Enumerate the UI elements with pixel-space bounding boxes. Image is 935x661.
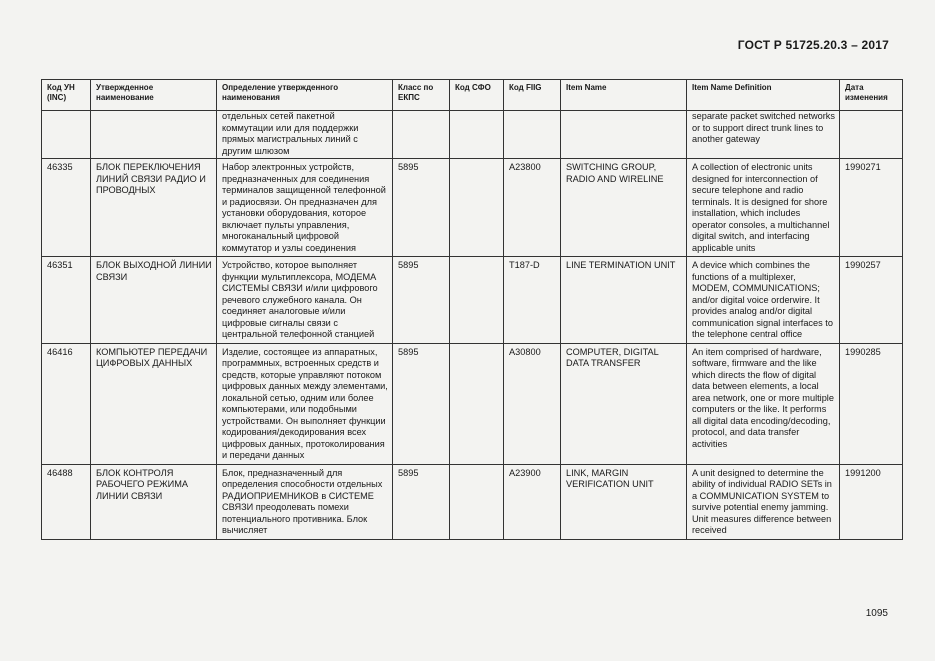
cell-fiig: T187-D <box>504 257 561 344</box>
cell-approved-name: КОМПЬЮТЕР ПЕРЕДАЧИ ЦИФРОВЫХ ДАННЫХ <box>91 343 217 464</box>
cell-item-definition: A unit designed to determine the ability of individual RADIO SETs in a COMMUNICATION SYSTEM to survive potential enemy jamming. Unit measures difference between received <box>687 464 840 539</box>
cell-fiig <box>504 111 561 159</box>
column-header-sfo: Код СФО <box>450 80 504 111</box>
column-header-fiig: Код FIIG <box>504 80 561 111</box>
cell-approved-name: БЛОК ПЕРЕКЛЮЧЕНИЯ ЛИНИЙ СВЯЗИ РАДИО И ПРОВОДНЫХ <box>91 159 217 257</box>
cell-sfo <box>450 159 504 257</box>
cell-ekps: 5895 <box>393 343 450 464</box>
cell-definition: отдельных сетей пакетной коммутации или для поддержки прямых магистральных линий с другим шлюзом <box>217 111 393 159</box>
cell-item-name: SWITCHING GROUP, RADIO AND WIRELINE <box>561 159 687 257</box>
cell-date: 1990285 <box>840 343 903 464</box>
column-header-definition: Определение утвержденного наименования <box>217 80 393 111</box>
cell-item-name: LINK, MARGIN VERIFICATION UNIT <box>561 464 687 539</box>
column-header-date: Дата изменения <box>840 80 903 111</box>
cell-sfo <box>450 343 504 464</box>
cell-item-definition: A device which combines the functions of a multiplexer, MODEM, COMMUNICATIONS; and/or digital voice orderwire. It provides analog and/or digital communication signal interfaces to the telephone central office <box>687 257 840 344</box>
cell-date: 1990271 <box>840 159 903 257</box>
cell-fiig: A30800 <box>504 343 561 464</box>
cell-inc: 46335 <box>42 159 91 257</box>
table-row <box>42 111 903 159</box>
gost-items-table <box>41 79 903 540</box>
page-number: 1095 <box>865 608 888 619</box>
cell-sfo <box>450 111 504 159</box>
cell-sfo <box>450 257 504 344</box>
cell-definition: Набор электронных устройств, предназначенных для соединения терминалов защищенной телефонной и радиосвязи. Он предназначен для установки оборудования, которое включает пульты управления, многоканальный цифровой коммутатор и узлы соединения <box>217 159 393 257</box>
cell-item-definition: separate packet switched networks or to support direct trunk lines to another gateway <box>687 111 840 159</box>
table-row <box>42 464 903 539</box>
cell-ekps <box>393 111 450 159</box>
cell-approved-name: БЛОК КОНТРОЛЯ РАБОЧЕГО РЕЖИМА ЛИНИИ СВЯЗИ <box>91 464 217 539</box>
document-code: ГОСТ Р 51725.20.3 – 2017 <box>737 38 889 52</box>
column-header-inc: Код УН (INC) <box>42 80 91 111</box>
cell-ekps: 5895 <box>393 159 450 257</box>
cell-item-name <box>561 111 687 159</box>
cell-inc: 46351 <box>42 257 91 344</box>
column-header-item-definition: Item Name Definition <box>687 80 840 111</box>
table-row <box>42 343 903 464</box>
cell-definition: Изделие, состоящее из аппаратных, программных, встроенных средств и средств, которые управляют потоком цифровых данных между элементами, локальной сетью, одним или более компьютерами, или подобными устройствами. Он выполняет функции кодирования/декодирования всех цифровых данных, протоколирования и передачи данных <box>217 343 393 464</box>
cell-approved-name: БЛОК ВЫХОДНОЙ ЛИНИИ СВЯЗИ <box>91 257 217 344</box>
cell-item-name: COMPUTER, DIGITAL DATA TRANSFER <box>561 343 687 464</box>
cell-item-definition: An item comprised of hardware, software, firmware and the like which directs the flow of digital data between elements, a local area network, one or more multiple computers or the like. It performs all digital data encoding/decoding, protocol, and data transfer activities <box>687 343 840 464</box>
cell-item-name: LINE TERMINATION UNIT <box>561 257 687 344</box>
table-row <box>42 257 903 344</box>
column-header-ekps: Класс по ЕКПС <box>393 80 450 111</box>
cell-inc <box>42 111 91 159</box>
cell-fiig: A23900 <box>504 464 561 539</box>
cell-ekps: 5895 <box>393 257 450 344</box>
cell-ekps: 5895 <box>393 464 450 539</box>
cell-definition: Устройство, которое выполняет функции мультиплексора, МОДЕМА СИСТЕМЫ СВЯЗИ и/или цифрового речевого служебного канала. Он соединяет аналоговые и/или цифровые сигналы связи с центральной телефонной станцией <box>217 257 393 344</box>
column-header-item-name: Item Name <box>561 80 687 111</box>
cell-date <box>840 111 903 159</box>
cell-inc: 46488 <box>42 464 91 539</box>
table-row <box>42 159 903 257</box>
column-header-approved-name: Утвержденное наименование <box>91 80 217 111</box>
cell-definition: Блок, предназначенный для определения способности отдельных РАДИОПРИЕМНИКОВ в СИСТЕМЕ СВЯЗИ преодолевать помехи потенциального противника. Блок вычисляет <box>217 464 393 539</box>
cell-fiig: A23800 <box>504 159 561 257</box>
cell-date: 1990257 <box>840 257 903 344</box>
table-header-row <box>42 80 903 111</box>
cell-approved-name <box>91 111 217 159</box>
cell-sfo <box>450 464 504 539</box>
cell-inc: 46416 <box>42 343 91 464</box>
cell-item-definition: A collection of electronic units designed for interconnection of secure telephone and radio terminals. It is designed for shore installation, which includes operator consoles, a multichannel digital switch, and interfacing applicable units <box>687 159 840 257</box>
cell-date: 1991200 <box>840 464 903 539</box>
